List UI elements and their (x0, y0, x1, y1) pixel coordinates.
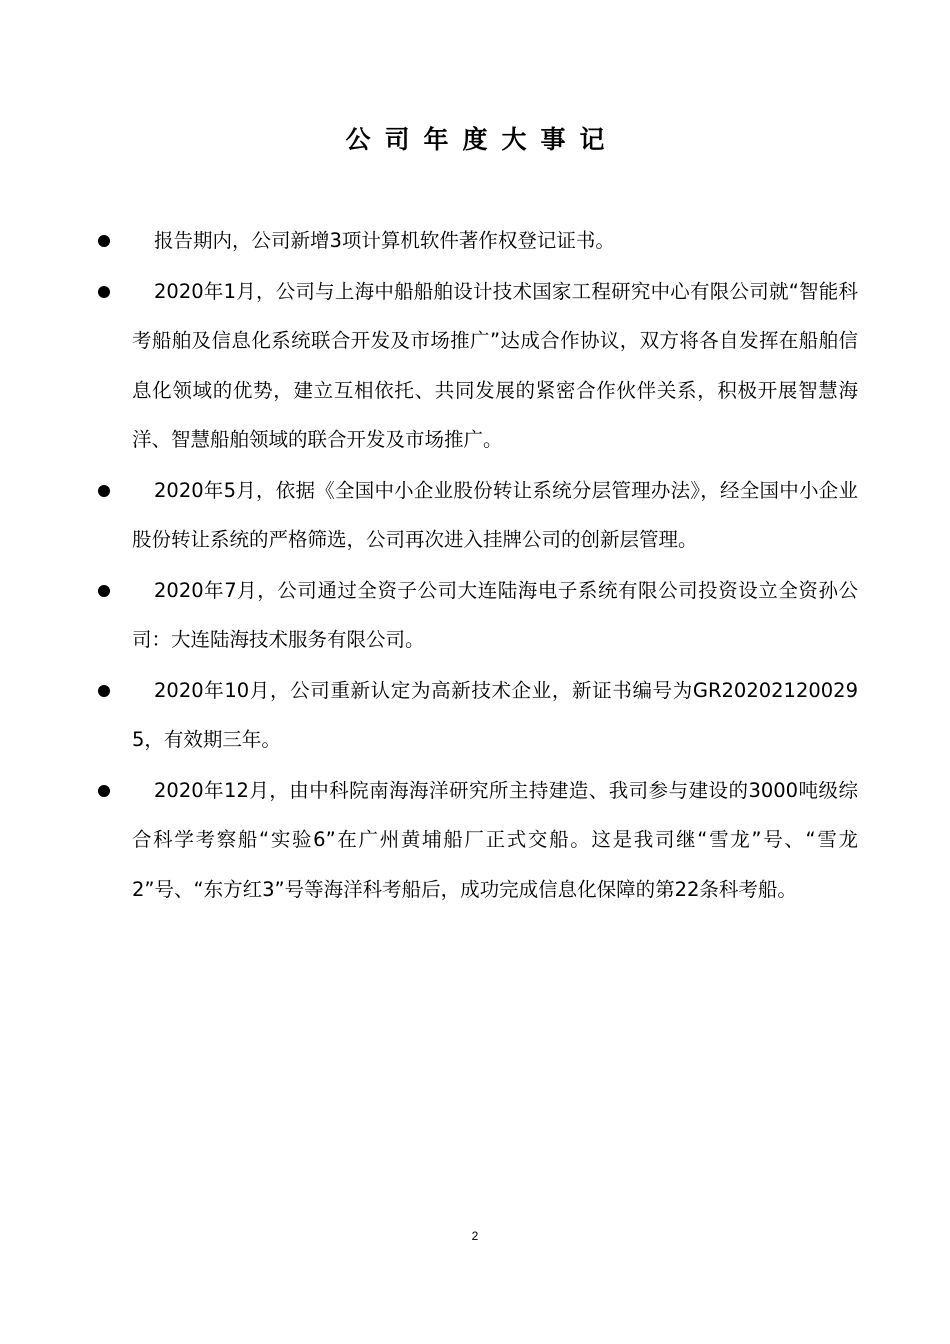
page-title: 公司年度大事记 (345, 125, 619, 154)
bullet-icon (98, 485, 110, 497)
bullet-icon (98, 286, 110, 298)
event-text: 2020年1月，公司与上海中船船舶设计技术国家工程研究中心有限公司就“智能科考船舶及信息化系统联合开发及市场推广”达成合作协议，双方将各自发挥在船舶信息化领域的优势，建立互相依托、共同发展的紧密合作伙伴关系，积极开展智慧海洋、智慧船舶领域的联合开发及市场推广。 (132, 279, 858, 451)
event-text: 2020年10月，公司重新认定为高新技术企业，新证书编号为GR202021200295，有效期三年。 (132, 678, 858, 751)
bullet-icon (98, 685, 110, 697)
bullet-icon (98, 585, 110, 597)
bullet-icon (98, 785, 110, 797)
event-item (98, 267, 858, 465)
event-text: 报告期内，公司新增3项计算机软件著作权登记证书。 (154, 229, 615, 252)
event-item (98, 466, 858, 565)
event-item (98, 766, 858, 915)
page-number: 2 (471, 1229, 479, 1243)
event-item (98, 216, 858, 266)
event-text: 2020年7月，公司通过全资子公司大连陆海电子系统有限公司投资设立全资孙公司：大连陆海技术服务有限公司。 (132, 578, 858, 651)
event-text: 2020年5月，依据《全国中小企业股份转让系统分层管理办法》，经全国中小企业股份转让系统的严格筛选，公司再次进入挂牌公司的创新层管理。 (132, 478, 858, 551)
event-item (98, 666, 858, 765)
event-list (98, 216, 858, 915)
event-text: 2020年12月，由中科院南海海洋研究所主持建造、我司参与建设的3000吨级综合科学考察船“实验6”在广州黄埔船厂正式交船。这是我司继“雪龙”号、“雪龙2”号、“东方红3”号等海洋科考船后，成功完成信息化保障的第22条科考船。 (132, 778, 858, 901)
event-item (98, 566, 858, 665)
bullet-icon (98, 235, 110, 247)
